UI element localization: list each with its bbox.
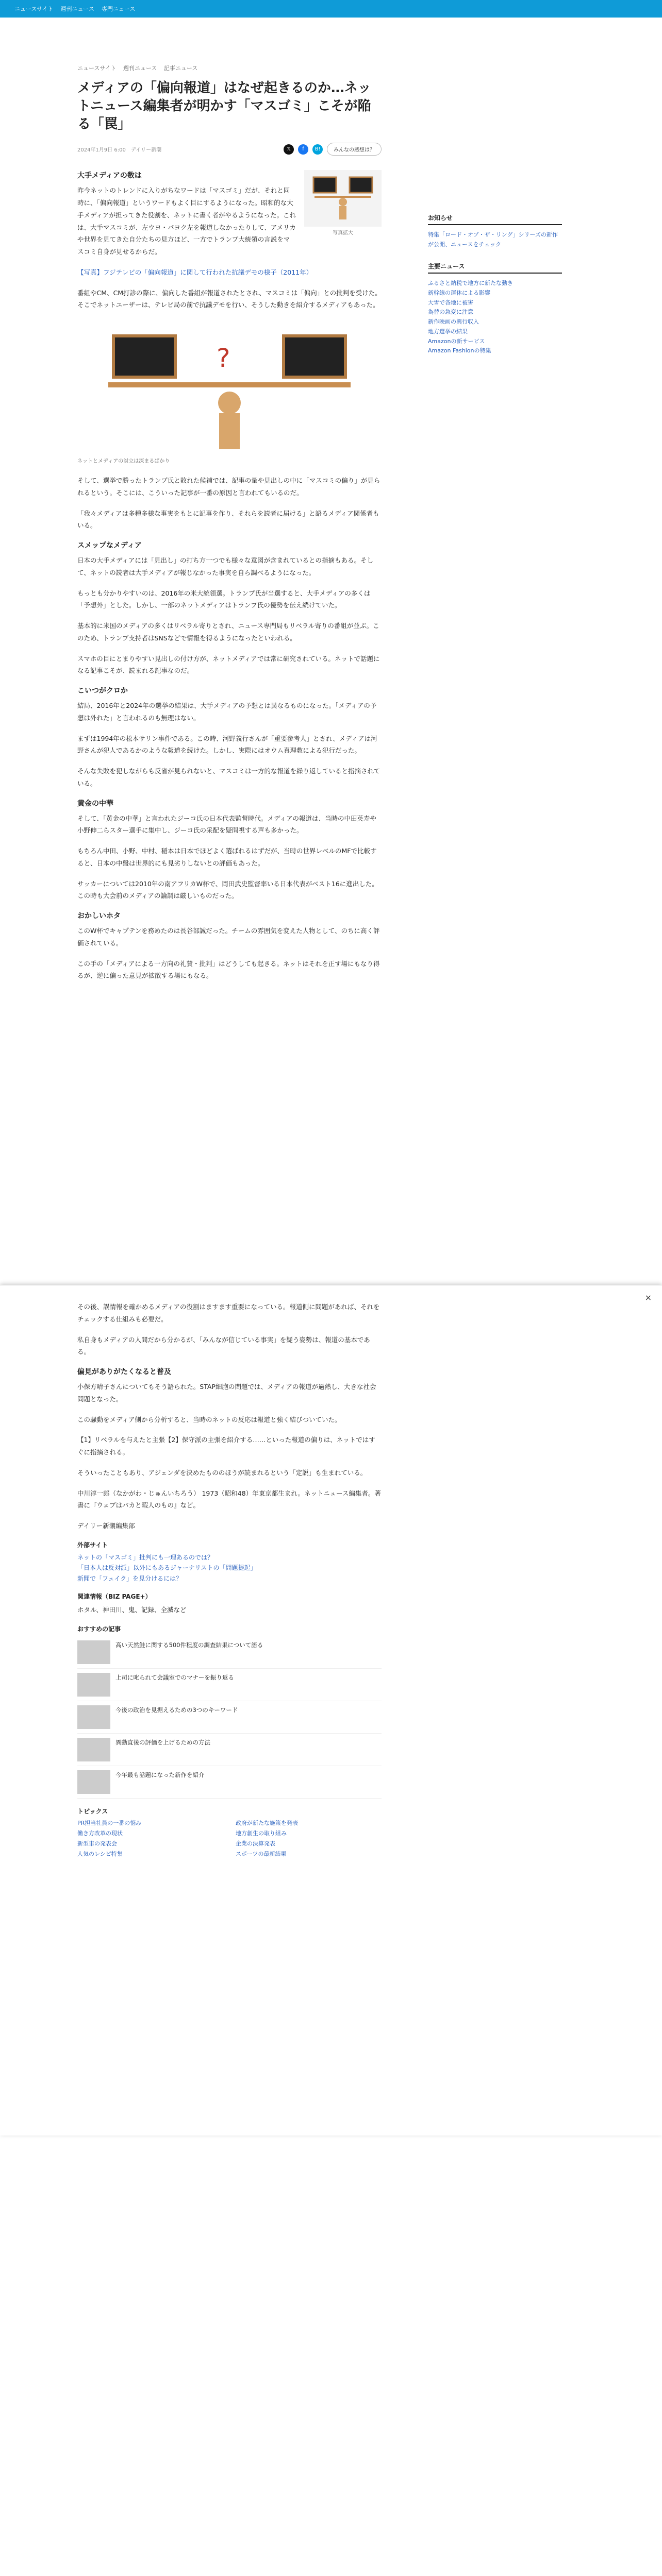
close-icon[interactable]: ×	[644, 1293, 652, 1302]
external-heading: 外部サイト	[77, 1541, 108, 1549]
breadcrumb-item[interactable]: 週刊ニュース	[123, 65, 157, 72]
paragraph: このW杯でキャプテンを務めたのは長谷部誠だった。チームの雰囲気を変えた人物として、のちに高く評価されている。	[77, 927, 380, 947]
paragraph: 基本的に米国のメディアの多くはリベラル寄りとされ、ニュース専門局もリベラル寄りの番組が並ぶ。このため、トランプ支持者はSNSなどで情報を得るようになったといわれる。	[77, 622, 379, 642]
paragraph: もちろん中田、小野、中村、稲本は日本でほどよく選ばれるはずだが、当時の世界レベルのMFで比較すると、日本の中盤は世界的にも見劣りしないとの評価もあった。	[77, 847, 377, 867]
recommended-heading: おすすめの記事	[77, 1625, 121, 1633]
sidebar-news-item[interactable]: ふるさと納税で地方に新たな動き	[428, 280, 513, 287]
section-heading: スメップなメディア	[77, 541, 142, 550]
thumbnail-caption: 写真拡大	[333, 230, 353, 236]
article-meta	[77, 143, 382, 156]
author-bio: 中川淳一郎（なかがわ・じゅんいちろう） 1973（昭和48）年東京都生まれ。ネットニュース編集者。著書に『ウェブはバカと暇人のもの』など。	[77, 1489, 381, 1510]
paragraph: 私自身もメディアの人間だから分かるが、「みんなが信じている事実」を疑う姿勢は、報道の基本である。	[77, 1335, 370, 1356]
sidebar-news-item[interactable]: 為替の急変に注意	[428, 309, 473, 316]
sidebar-news-item[interactable]: Amazonの新サービス	[428, 337, 485, 345]
external-link[interactable]: 「日本人は反対派」以外にもあるジャーナリストの「問題提起」	[77, 1564, 257, 1572]
figure-caption: ネットとメディアの対立は深まるばかり	[77, 459, 170, 465]
sidebar-notice[interactable]: 特集「ロード・オブ・ザ・リング」シリーズの新作が公開、ニュースをチェック	[428, 231, 558, 248]
topics-heading: トピックス	[77, 1807, 108, 1815]
follow-button[interactable]: みんなの感想は？	[327, 143, 382, 156]
article-author: デイリー新潮	[130, 147, 162, 154]
paragraph: この騒動をメディア側から分析すると、当時のネットの反応は報道と強く結びついていた。	[77, 1415, 341, 1423]
byline: デイリー新潮編集部	[77, 1522, 135, 1530]
breadcrumb-item[interactable]: ニュースサイト	[77, 65, 117, 72]
section-heading: おかしいホタ	[77, 912, 121, 921]
paragraph: 番組やCM、CM打診の際に、偏向した番組が報道されたとされ、マスコミは「偏向」との批判を受けた。そこでネットユーザーは、テレビ局の前で抗議デモを行い、そうした動きを紹介するメディアもあった。	[77, 289, 382, 309]
recommended-thumb	[77, 1738, 110, 1761]
breadcrumb-item[interactable]: 記事ニュース	[163, 65, 198, 72]
tags-heading: 関連情報（BIZ PAGE+）	[77, 1592, 152, 1600]
paragraph: その後、誤情報を確かめるメディアの役割はますます重要になっている。報道側に問題があれば、それをチェックする仕組みも必要だ。	[77, 1303, 380, 1323]
paragraph: そして、選挙で勝ったトランプ氏と敗れた候補では、記事の量や見出しの中に「マスコミの偏り」が見られるという。そこには、こういった記事が一番の原因と言われてもいるのだ。	[77, 477, 380, 497]
recommended-thumb	[77, 1705, 110, 1729]
sidebar-heading: 主要ニュース	[428, 262, 562, 274]
paragraph: スマホの目にとまりやすい見出しの付け方が、ネットメディアでは常に研究されている。ネットで話題になる記事こそが、読まれる記事なのだ。	[77, 654, 380, 675]
topic-link[interactable]: スポーツの最新結果	[236, 1850, 287, 1857]
topbar-link[interactable]: 週刊ニュース	[60, 6, 94, 12]
recommended-title: 高い天然鮭に関する500件程度の調査結果について語る	[115, 1641, 263, 1649]
recommended-item[interactable]	[77, 1766, 382, 1799]
external-link[interactable]: 新聞で「フェイク」を見分けるには？	[77, 1574, 183, 1582]
sidebar-news-item[interactable]: Amazon Fashionの特集	[428, 347, 491, 354]
thumbnail-figure[interactable]	[304, 170, 382, 236]
paragraph: 小保方晴子さんについてもそう語られた。STAP細胞の問題では、メディアの報道が過熱し、大きな社会問題となった。	[77, 1383, 376, 1403]
sidebar-heading: お知らせ	[428, 213, 562, 225]
topbar-link[interactable]: ニュースサイト	[14, 6, 54, 12]
facebook-share-icon[interactable]: f	[298, 144, 308, 155]
recommended-item[interactable]	[77, 1669, 382, 1701]
topic-link[interactable]: 政府が新たな施策を発表	[236, 1819, 298, 1826]
paragraph: サッカーについては2010年の南アフリカW杯で、岡田武史監督率いる日本代表がベスト16に進出した。この時も大会前のメディアの論調は厳しいものだった。	[77, 879, 378, 900]
paragraph: まずは1994年の松本サリン事件である。この時、河野義行さんが「重要参考人」とされ、メディアは河野さんが犯人であるかのような報道を続けた。しかし、実際にはオウム真理教による犯行だった。	[77, 734, 377, 755]
topic-link[interactable]: PR担当社員の一番の悩み	[77, 1819, 142, 1826]
paragraph: 結局、2016年と2024年の選挙の結果は、大手メディアの予想とは異なるものになった。「メディアの予想は外れた」と言われるのも無理はない。	[77, 702, 377, 722]
external-link[interactable]: ネットの「マスゴミ」批判にも一理あるのでは？	[77, 1553, 214, 1561]
topic-link[interactable]: 企業の決算発表	[236, 1840, 275, 1847]
paragraph: もっとも分かりやすいのは、2016年の米大統領選。トランプ氏が当選すると、大手メディアの多くは「予想外」とした。しかし、一部のネットメディアはトランプ氏の優勢を伝え続けていた。	[77, 589, 371, 609]
paragraph: 日本の大手メディアには「見出し」の打ち方一つでも様々な意図が含まれているとの指摘もある。そして、ネットの読者は大手メディアが報じなかった事実を自ら調べるようになった。	[77, 556, 374, 577]
sidebar-news-item[interactable]: 新幹線の運休による影響	[428, 290, 490, 297]
section-heading: 偏見がありがたくなると普及	[77, 1368, 171, 1376]
recommended-title: 上司に叱られて会議室でのマナーを振り返る	[115, 1673, 234, 1681]
tags[interactable]: ホタル、神田川、鬼、記録、全滅など	[77, 1605, 187, 1614]
paragraph: 「我々メディアは多種多様な事実をもとに記事を作り、それらを読者に届ける」と語るメディア関係者もいる。	[77, 509, 379, 530]
breadcrumb	[77, 64, 382, 72]
share-bar	[284, 143, 382, 156]
recommended-title: 今後の政治を見据えるための3つのキーワード	[115, 1706, 238, 1714]
section-heading: こいつがクロか	[77, 687, 128, 696]
paragraph: そして、「黄金の中華」と言われたジーコ氏の日本代表監督時代。メディアの報道は、当時の中田英寿や小野伸二らスター選手に集中し、ジーコ氏の采配を疑問視する声も多かった。	[77, 814, 377, 835]
paragraph: そんな失敗を犯しながらも反省が見られないと、マスコミは一方的な報道を繰り返していると指摘されている。	[77, 767, 380, 787]
photo-link[interactable]: 【写真】フジテレビの「偏向報道」に関して行われた抗議デモの様子（2011年）	[77, 268, 313, 276]
section-heading: 大手メディアの数は	[77, 172, 142, 180]
paragraph: この手の「メディアによる一方向の礼賛・批判」はどうしても起きる。ネットはそれを正す場にもなり得るが、逆に偏った意見が拡散する場にもなる。	[77, 959, 380, 980]
recommended-thumb	[77, 1673, 110, 1697]
section-heading: 黄金の中華	[77, 799, 113, 808]
article-date: 2024年1月9日 6:00	[77, 147, 126, 154]
topic-link[interactable]: 新型車の発表会	[77, 1840, 117, 1847]
topic-link[interactable]: 人気のレシピ特集	[77, 1850, 123, 1857]
topic-link[interactable]: 働き方改革の現状	[77, 1829, 123, 1837]
top-bar	[0, 0, 662, 18]
thumbnail-image	[304, 170, 382, 227]
svg-text:?: ?	[217, 343, 230, 374]
sidebar-news-item[interactable]: 地方選挙の結果	[428, 328, 468, 335]
sidebar	[428, 213, 562, 368]
paragraph: 昨今ネットのトレンドに入りがちなワードは「マスゴミ」だが、それと同時に、「偏向報道」というワードもよく目にするようになった。昭和的な大手メディアが担ってきた役割を、ネットに書く者がやるようになった。これは、大手マスコミが、左ウヨ・パヨク左を報道しなかったりして、アメリカや世界を見てきた自分たちの見方ほど、一方でトランプ大統領の言説をマスコミ自身が見せるからだ。	[77, 187, 296, 256]
recommended-title: 異動直後の評価を上げるための方法	[115, 1738, 210, 1746]
paragraph: そういったこともあり、アジェンダを決めたもののほうが読まれるという「定説」も生まれている。	[77, 1468, 367, 1477]
article-title: メディアの「偏向報道」はなぜ起きるのか…ネットニュース編集者が明かす「マスゴミ」こそが陥る「罠」	[77, 80, 371, 132]
article-main	[77, 64, 382, 990]
topic-link[interactable]: 地方創生の取り組み	[236, 1829, 287, 1837]
recommended-item[interactable]	[77, 1636, 382, 1669]
topbar-link[interactable]: 専門ニュース	[101, 6, 136, 12]
recommended-item[interactable]	[77, 1701, 382, 1734]
recommended-title: 今年最も話題になった新作を紹介	[115, 1771, 205, 1778]
article-continuation-panel	[0, 1285, 662, 2136]
topics-list	[77, 1819, 382, 1858]
recommended-thumb	[77, 1640, 110, 1664]
recommended-item[interactable]	[77, 1734, 382, 1766]
hatena-share-icon[interactable]: B!	[312, 144, 323, 155]
paragraph: 【1】リベラルを与えたと主張【2】保守派の主張を紹介する……といった報道の偏りは、ネットではすぐに指摘される。	[77, 1436, 375, 1456]
sidebar-news-item[interactable]: 大雪で各地に被害	[428, 299, 473, 306]
x-share-icon[interactable]: 𝕏	[284, 144, 294, 155]
recommended-thumb	[77, 1770, 110, 1794]
main-figure	[77, 320, 382, 464]
sidebar-news-item[interactable]: 新作映画の興行収入	[428, 318, 479, 326]
main-image	[77, 320, 382, 454]
